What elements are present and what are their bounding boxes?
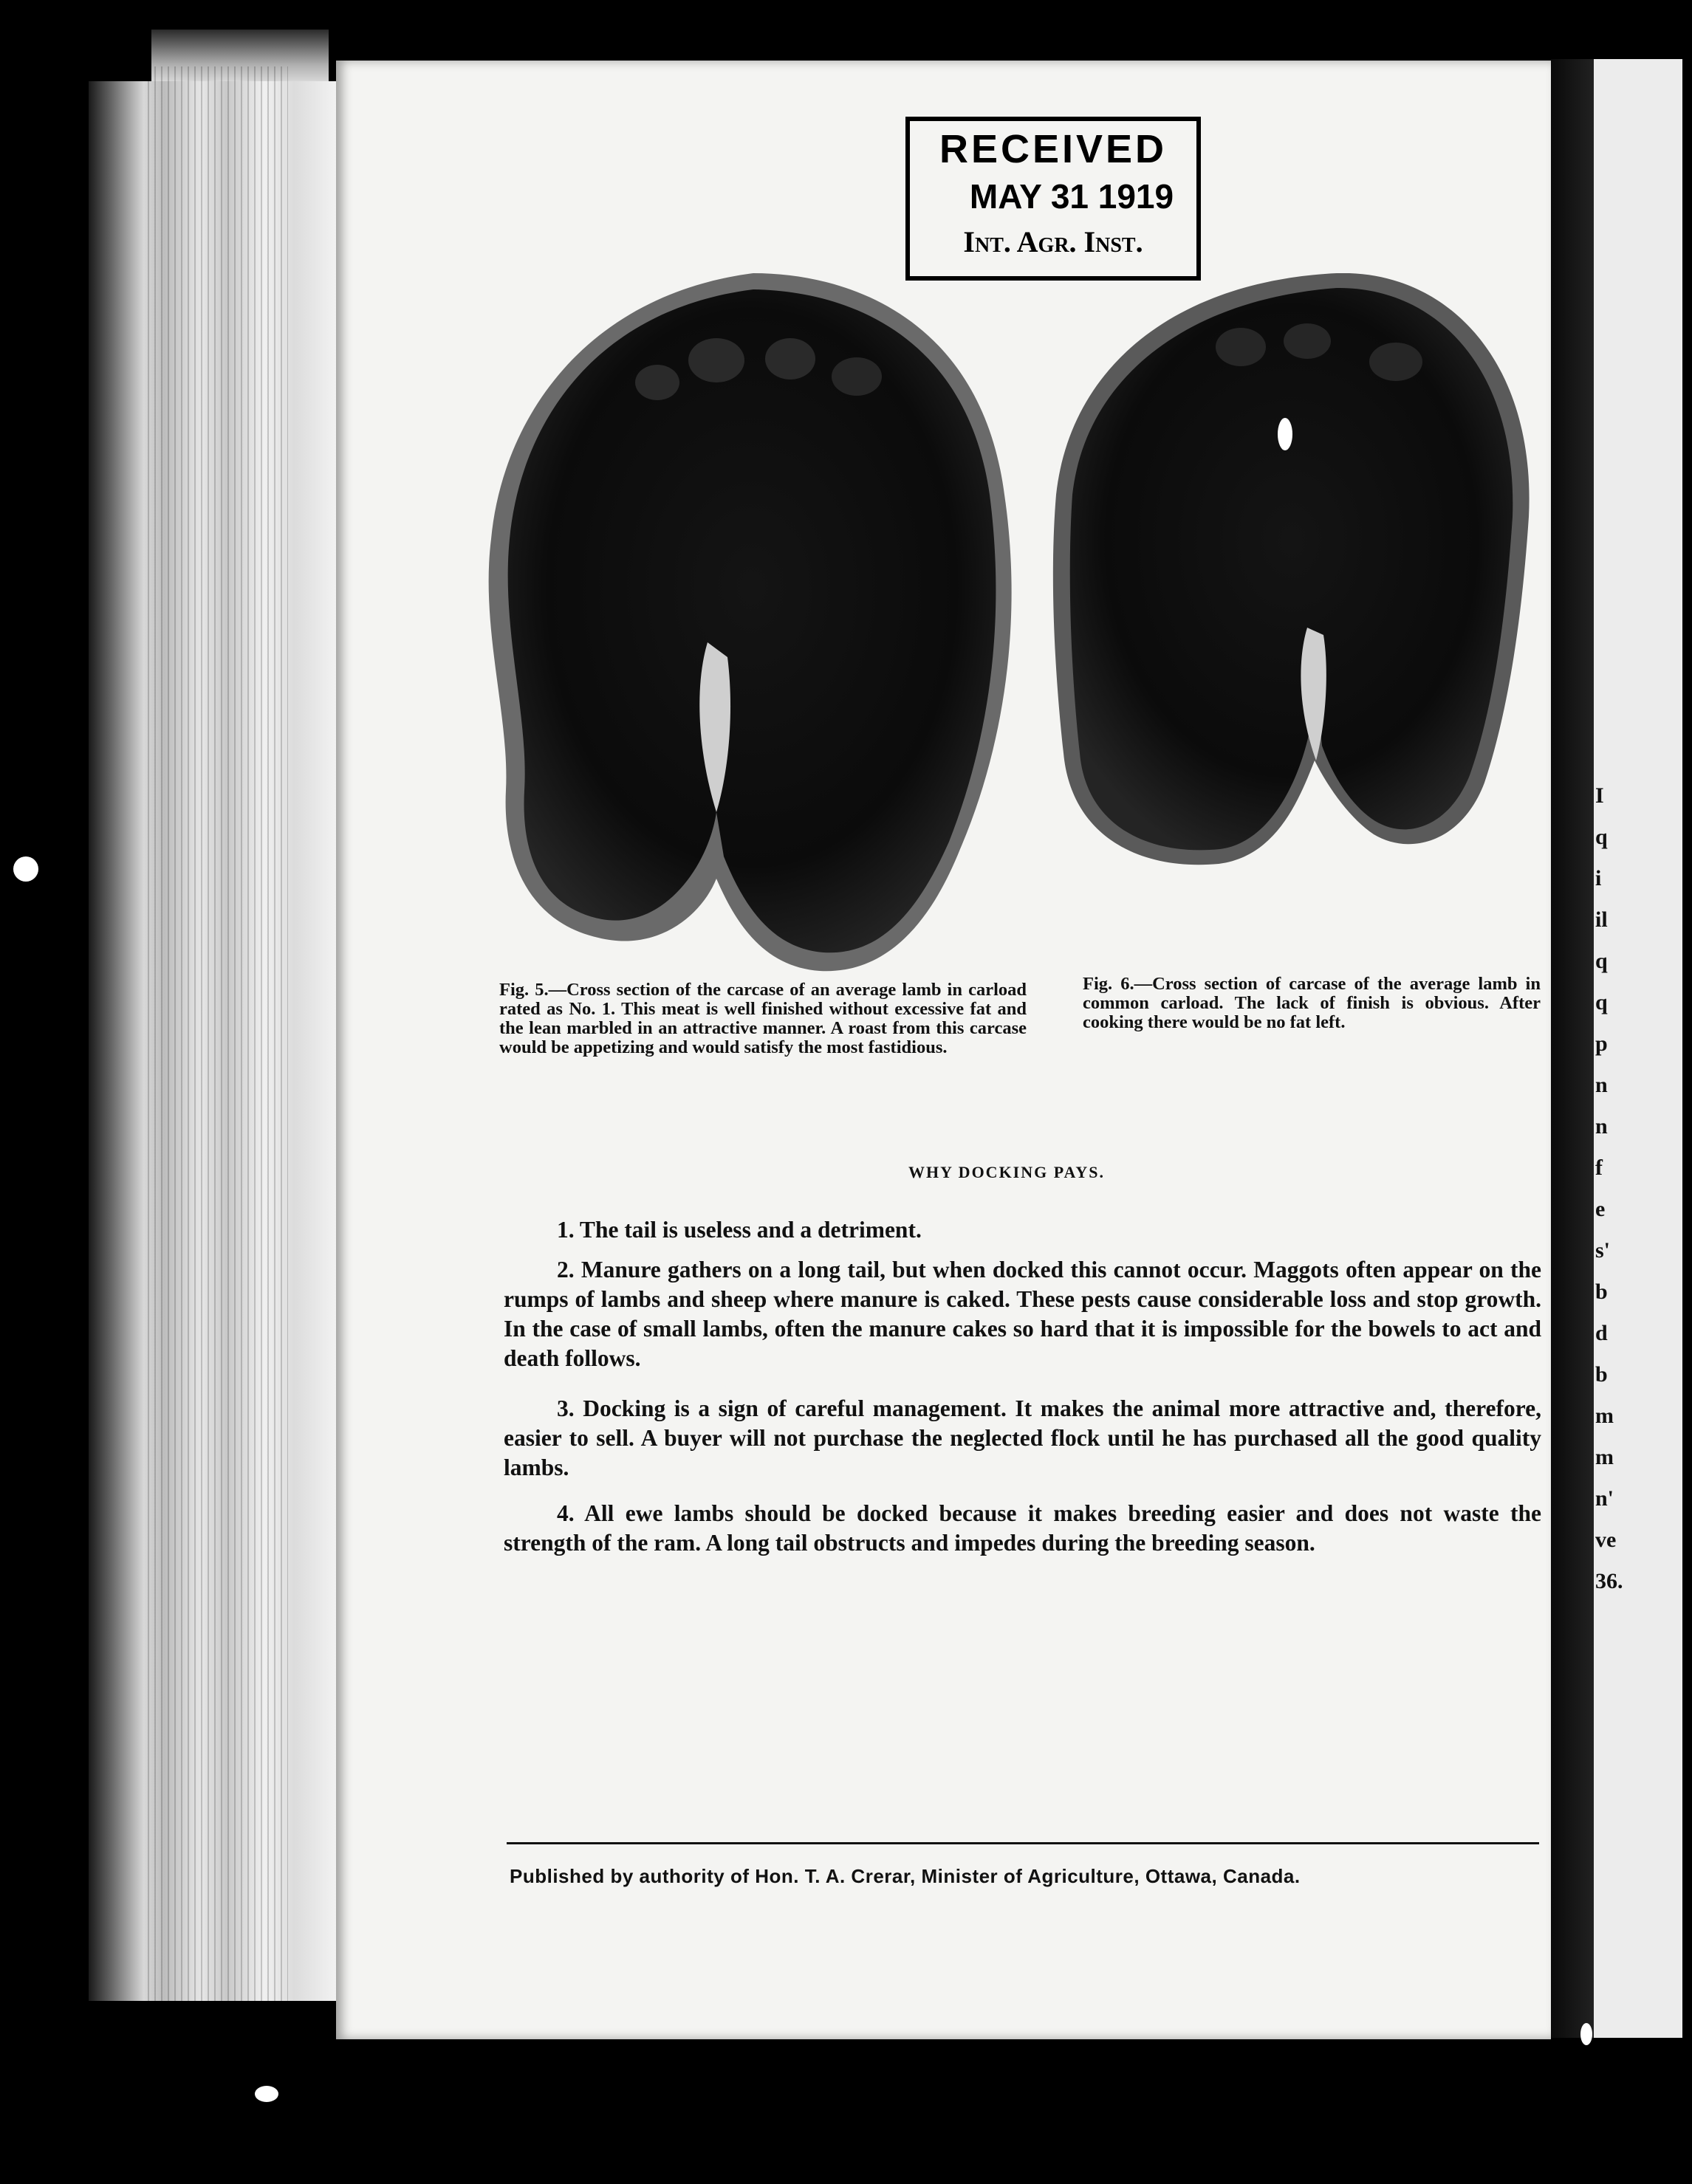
book-page-edges [148, 66, 288, 2001]
carcase-cross-sections [473, 273, 1551, 982]
adjacent-page-fragment: n [1595, 1114, 1608, 1139]
adjacent-page-fragment: f [1595, 1155, 1603, 1180]
fig6-cross-section-image [1053, 273, 1530, 865]
adjacent-page-fragment: m [1595, 1445, 1614, 1469]
publication-footer: Published by authority of Hon. T. A. Crerar, Minister of Agriculture, Ottawa, Canada. [510, 1865, 1301, 1887]
adjacent-page-fragment: il [1595, 907, 1608, 932]
paragraph-2: 2. Manure gathers on a long tail, but when docked this cannot occur. Maggots often appear on the rumps of lambs and sheep where manure is caked. These pests cause considerable loss and stop growth. In the case of small lambs, often the manure cakes so hard that it is impossible for the bowels to act and death follows. [504, 1257, 1541, 1371]
gutter-shadow [1551, 59, 1595, 2038]
paragraph-3: 3. Docking is a sign of careful management. It makes the animal more attractive and, therefore, easier to sell. A buyer will not purchase the neglected flock until he has purchased all the good quality lambs. [504, 1395, 1541, 1480]
film-speck [255, 2086, 278, 2102]
figure-area [473, 273, 1551, 982]
adjacent-page-fragment: b [1595, 1280, 1608, 1304]
adjacent-page-fragment: p [1595, 1031, 1608, 1056]
section-heading: WHY DOCKING PAYS. [908, 1163, 1106, 1181]
stamp-institute: Int. Agr. Inst. [963, 225, 1143, 258]
adjacent-page-fragment: n' [1595, 1486, 1614, 1511]
fig5-cross-section-image [489, 273, 1012, 971]
adjacent-page-fragment: q [1595, 825, 1608, 849]
fig5-caption: Fig. 5.—Cross section of the carcase of an average lamb in carload rated as No. 1. This meat is well finished without excessive fat and the lean marbled in an attractive manner. A roast from this carcase would be appetizing and would satisfy the most fastidious. [499, 980, 1027, 1057]
adjacent-page-fragment: b [1595, 1362, 1608, 1387]
stamp-received-label: RECEIVED [939, 127, 1168, 171]
film-speck [1580, 2023, 1592, 2045]
stamp-date: MAY 31 1919 [969, 177, 1174, 216]
adjacent-page-fragment: e [1595, 1197, 1606, 1221]
adjacent-page-fragment: 36. [1595, 1569, 1623, 1593]
received-stamp [905, 117, 1201, 281]
adjacent-page-fragment: q [1595, 949, 1608, 973]
film-speck [13, 856, 38, 882]
adjacent-page-fragment: i [1595, 866, 1602, 890]
adjacent-page-fragment: ve [1595, 1528, 1617, 1552]
paragraph-1: 1. The tail is useless and a detriment. [557, 1217, 922, 1243]
adjacent-page-fragment: d [1595, 1321, 1608, 1345]
adjacent-page-fragment: q [1595, 990, 1608, 1014]
fig6-caption: Fig. 6.—Cross section of carcase of the average lamb in common carload. The lack of finish is obvious. After cooking there would be no fat left. [1083, 974, 1541, 1032]
paragraph-4: 4. All ewe lambs should be docked because it makes breeding easier and does not waste the strength of the ram. A long tail obstructs and impedes during the breeding season. [504, 1500, 1541, 1556]
footer-divider [507, 1842, 1539, 1844]
adjacent-page-fragment: n [1595, 1073, 1608, 1097]
adjacent-page-fragment: I [1595, 783, 1604, 808]
adjacent-page-fragment: m [1595, 1404, 1614, 1428]
adjacent-page-fragment: s' [1595, 1238, 1611, 1263]
adjacent-page-text [1595, 775, 1654, 1602]
